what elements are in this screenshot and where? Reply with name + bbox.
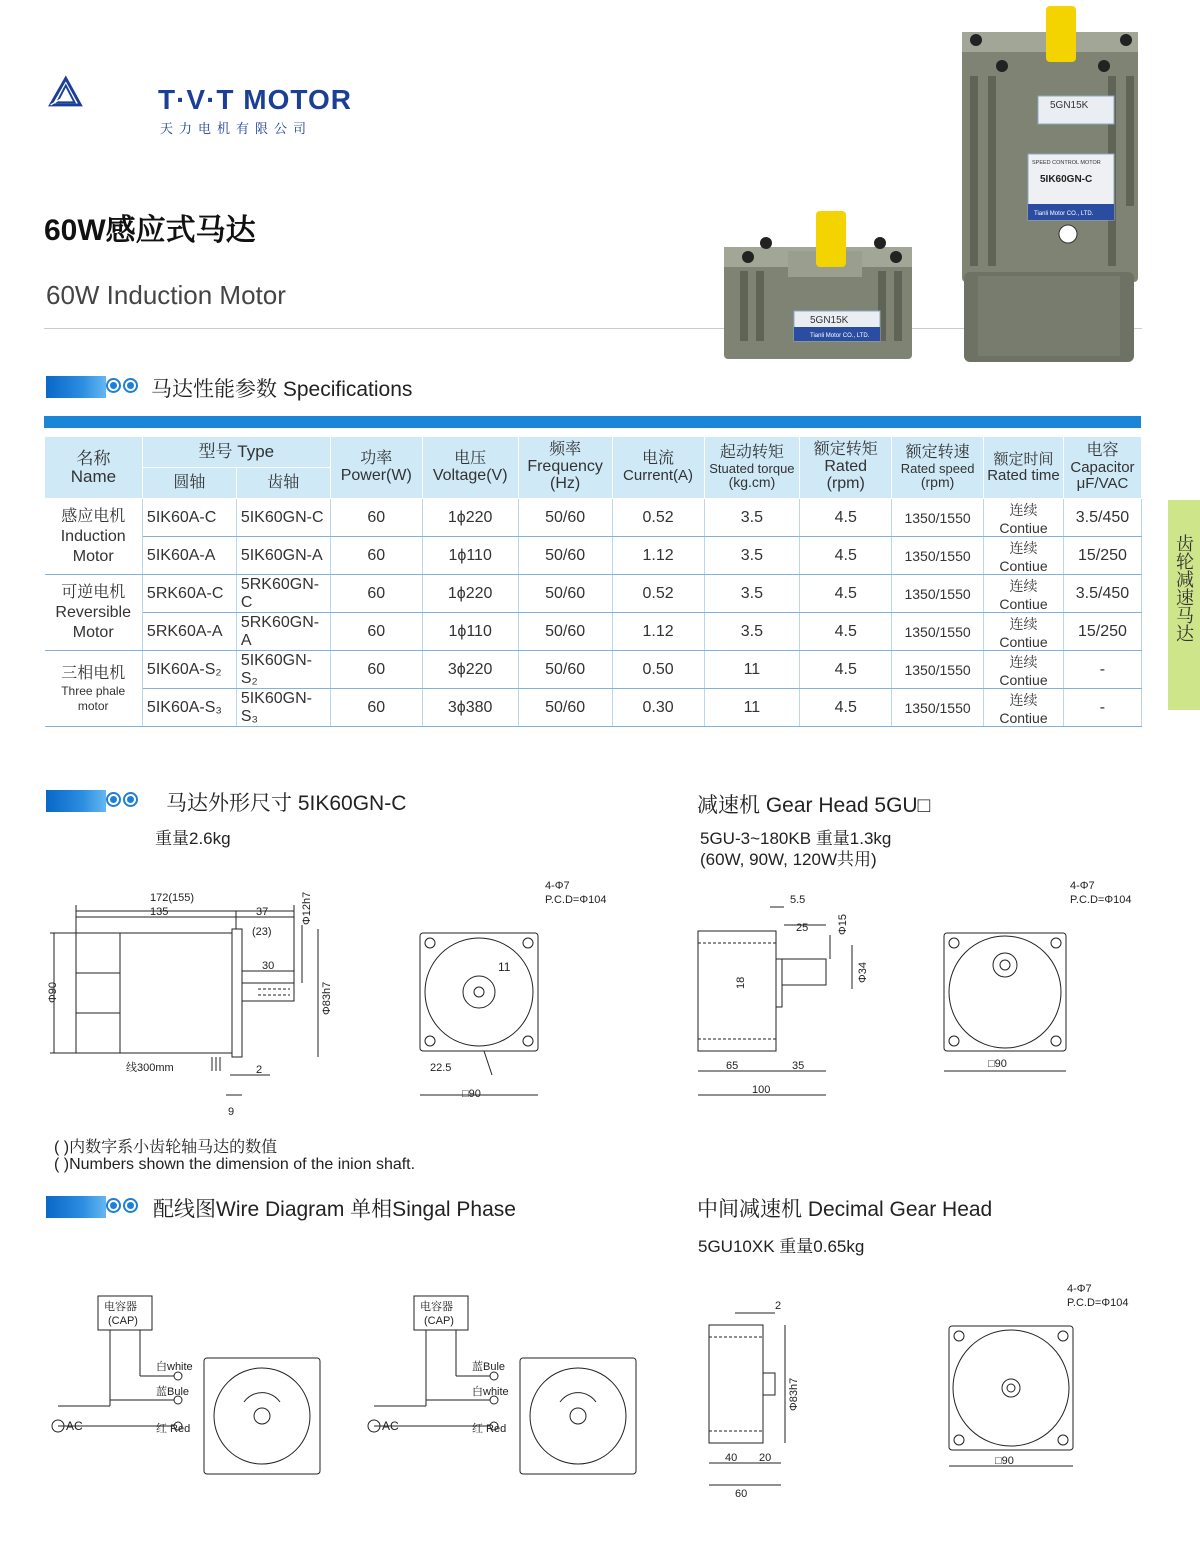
cell-voltage: 1ϕ110 <box>422 537 518 575</box>
spec-table <box>44 436 1142 727</box>
decimal-line1: 5GU10XK 重量0.65kg <box>698 1237 865 1256</box>
decimal-side-drawing <box>695 1295 805 1505</box>
gear-dim-35: 35 <box>792 1060 805 1072</box>
cell-round: 5IK60A-C <box>142 499 236 537</box>
cell-freq: 50/60 <box>518 537 612 575</box>
table-row <box>45 537 1142 575</box>
wiring2-cap: 电容器 <box>420 1301 453 1313</box>
small-gearhead-photo <box>718 205 918 365</box>
section-bar <box>46 790 106 812</box>
th-round-shaft: 圆轴 <box>142 468 236 499</box>
cell-cap: - <box>1063 651 1141 689</box>
cell-round: 5IK60A-S₃ <box>142 689 236 727</box>
side-tab: 齿轮减速马达 <box>1168 500 1200 710</box>
cell-rated: 4.5 <box>800 499 892 537</box>
cell-gear: 5IK60GN-A <box>236 537 330 575</box>
note-cn: ( )内数字系小齿轮轴马达的数值 <box>54 1139 278 1156</box>
cell-power: 60 <box>330 689 422 727</box>
section-bullets <box>106 792 138 807</box>
cell-voltage: 1ϕ220 <box>422 499 518 537</box>
cell-freq: 50/60 <box>518 651 612 689</box>
cell-current: 0.52 <box>612 575 704 613</box>
motor-weight: 重量2.6kg <box>155 829 231 848</box>
dim-2: 2 <box>256 1064 263 1076</box>
row-category: 感应电机 Induction Motor <box>45 499 143 575</box>
wiring2-ac: AC <box>382 1419 399 1433</box>
wiring-diagram-1 <box>44 1290 334 1480</box>
flange-225: 22.5 <box>430 1062 452 1074</box>
gearhead-side-drawing <box>690 885 890 1105</box>
table-row <box>45 613 1142 651</box>
decimal-title: 中间减速机 Decimal Gear Head <box>697 1198 993 1221</box>
wiring2-cap2: (CAP) <box>424 1315 454 1327</box>
brand-name-cn: 天力电机有限公司 <box>160 121 313 136</box>
cell-current: 0.50 <box>612 651 704 689</box>
cell-speed: 1350/1550 <box>892 651 984 689</box>
cell-torque: 3.5 <box>704 575 800 613</box>
row-category: 三相电机 Three phale motor <box>45 651 143 727</box>
decimal-flange-holes: 4-Φ7 <box>1067 1283 1092 1295</box>
gearhead-title: 减速机 Gear Head 5GU□ <box>697 794 931 817</box>
cell-round: 5IK60A-A <box>142 537 236 575</box>
flange-holes: 4-Φ7 <box>545 880 570 892</box>
cell-round: 5RK60A-C <box>142 575 236 613</box>
dim-key: 30 <box>262 960 275 972</box>
gear-dim-65: 65 <box>726 1060 739 1072</box>
cell-voltage: 1ϕ110 <box>422 613 518 651</box>
cell-time: 连续Contiue <box>984 537 1064 575</box>
cell-power: 60 <box>330 651 422 689</box>
table-row <box>45 651 1142 689</box>
cell-cap: 15/250 <box>1063 613 1141 651</box>
flange-11: 11 <box>498 960 511 974</box>
large-motor-photo <box>958 4 1143 366</box>
decimal-flange-pcd: P.C.D=Φ104 <box>1067 1297 1129 1309</box>
th-current: 电流 Current(A) <box>612 437 704 499</box>
gear-flange-pcd: P.C.D=Φ104 <box>1070 894 1132 906</box>
wiring1-cap2: (CAP) <box>108 1315 138 1327</box>
decimal-dim-60: 60 <box>735 1488 748 1500</box>
gear-dim-100: 100 <box>752 1084 771 1096</box>
decimal-dim-20: 20 <box>759 1452 772 1464</box>
cell-torque: 11 <box>704 689 800 727</box>
cell-round: 5RK60A-A <box>142 613 236 651</box>
table-row <box>45 499 1142 537</box>
cell-torque: 3.5 <box>704 499 800 537</box>
dim-phi12: Φ12h7 <box>301 891 313 925</box>
cell-gear: 5RK60GN-A <box>236 613 330 651</box>
cell-speed: 1350/1550 <box>892 499 984 537</box>
cell-speed: 1350/1550 <box>892 689 984 727</box>
cell-speed: 1350/1550 <box>892 613 984 651</box>
dim-wire: 线300mm <box>126 1062 174 1074</box>
cell-cap: 3.5/450 <box>1063 499 1141 537</box>
th-torque: 起动转矩 Stuated torque (kg.cm) <box>704 437 800 499</box>
wiring1-ac: AC <box>66 1419 83 1433</box>
small-photo-label: 5GN15K <box>810 315 849 326</box>
cell-speed: 1350/1550 <box>892 575 984 613</box>
wire-section-title: 配线图Wire Diagram 单相Singal Phase <box>153 1198 516 1221</box>
dim-total: 172(155) <box>150 892 195 904</box>
cell-power: 60 <box>330 575 422 613</box>
table-row <box>45 575 1142 613</box>
th-power: 功率 Power(W) <box>330 437 422 499</box>
cell-freq: 50/60 <box>518 613 612 651</box>
gear-flange-90: □90 <box>988 1058 1007 1070</box>
plate-title: SPEED CONTROL MOTOR <box>1032 160 1101 166</box>
wiring1-cap: 电容器 <box>104 1301 137 1313</box>
flange-90: □90 <box>462 1088 481 1100</box>
cell-power: 60 <box>330 499 422 537</box>
small-photo-footer: Tianli Motor CO., LTD. <box>810 333 870 339</box>
dim-9: 9 <box>228 1106 235 1118</box>
cell-freq: 50/60 <box>518 689 612 727</box>
cell-torque: 11 <box>704 651 800 689</box>
decimal-dim-phi83: Φ83h7 <box>788 1377 800 1411</box>
decimal-flange-90: □90 <box>995 1455 1014 1467</box>
th-capacitor: 电容 Capacitor μF/VAC <box>1063 437 1141 499</box>
cell-round: 5IK60A-S₂ <box>142 651 236 689</box>
table-row <box>45 689 1142 727</box>
gear-dim-25: 25 <box>796 922 809 934</box>
cell-voltage: 3ϕ380 <box>422 689 518 727</box>
th-rated-torque: 额定转矩 Rated (rpm) <box>800 437 892 499</box>
cell-current: 1.12 <box>612 613 704 651</box>
cell-rated: 4.5 <box>800 651 892 689</box>
wiring2-w3: 红 Red <box>472 1423 507 1435</box>
decimal-dim-40: 40 <box>725 1452 738 1464</box>
dim-shaft2: (23) <box>252 926 272 938</box>
cell-power: 60 <box>330 537 422 575</box>
cell-torque: 3.5 <box>704 537 800 575</box>
spec-section-title: 马达性能参数 Specifications <box>151 378 413 401</box>
note-en: ( )Numbers shown the dimension of the inion shaft. <box>54 1156 416 1173</box>
gear-flange-holes: 4-Φ7 <box>1070 880 1095 892</box>
brand-name: T·V·T MOTOR <box>158 84 353 115</box>
large-photo-label: 5GN15K <box>1050 100 1089 111</box>
dim-phi90: Φ90 <box>47 981 59 1003</box>
th-name: 名称 Name <box>45 437 143 499</box>
th-type: 型号 Type <box>142 437 330 468</box>
cell-gear: 5IK60GN-C <box>236 499 330 537</box>
section-bar <box>46 1196 106 1218</box>
cell-power: 60 <box>330 613 422 651</box>
flange-pcd: P.C.D=Φ104 <box>545 894 607 906</box>
cell-freq: 50/60 <box>518 499 612 537</box>
wiring2-w1: 蓝Bule <box>472 1361 506 1373</box>
cell-time: 连续Contiue <box>984 689 1064 727</box>
cell-cap: 3.5/450 <box>1063 575 1141 613</box>
cell-time: 连续Contiue <box>984 613 1064 651</box>
motor-flange-drawing <box>400 875 660 1110</box>
cell-time: 连续Contiue <box>984 575 1064 613</box>
cell-speed: 1350/1550 <box>892 537 984 575</box>
cell-torque: 3.5 <box>704 613 800 651</box>
page-title-en: 60W Induction Motor <box>46 280 286 310</box>
th-voltage: 电压 Voltage(V) <box>422 437 518 499</box>
cell-voltage: 1ϕ220 <box>422 575 518 613</box>
decimal-dim-2: 2 <box>775 1300 782 1312</box>
brand-logo <box>48 42 158 142</box>
cell-current: 0.30 <box>612 689 704 727</box>
plate-model: 5IK60GN-C <box>1040 174 1093 185</box>
cell-voltage: 3ϕ220 <box>422 651 518 689</box>
row-category: 可逆电机 Reversible Motor <box>45 575 143 651</box>
section-bar <box>46 376 106 398</box>
cell-current: 1.12 <box>612 537 704 575</box>
cell-gear: 5IK60GN-S₃ <box>236 689 330 727</box>
th-speed: 额定转速 Rated speed (rpm) <box>892 437 984 499</box>
cell-rated: 4.5 <box>800 689 892 727</box>
gear-dim-55: 5.5 <box>790 894 806 906</box>
dims-section-title: 马达外形尺寸 5IK60GN-C <box>166 792 407 815</box>
gear-dim-18: 18 <box>735 976 747 989</box>
gearhead-line1: 5GU-3~180KB 重量1.3kg <box>700 829 892 848</box>
wiring1-w3: 红 Red <box>156 1423 191 1435</box>
gearhead-flange-drawing <box>930 875 1170 1075</box>
cell-time: 连续Contiue <box>984 651 1064 689</box>
th-frequency: 频率 Frequency (Hz) <box>518 437 612 499</box>
th-time: 额定时间 Rated time <box>984 437 1064 499</box>
cell-rated: 4.5 <box>800 537 892 575</box>
section-bullets <box>106 1198 138 1213</box>
cell-gear: 5IK60GN-S₂ <box>236 651 330 689</box>
th-gear-shaft: 齿轴 <box>236 468 330 499</box>
decimal-flange-drawing <box>935 1280 1175 1480</box>
dim-phi83: Φ83h7 <box>321 981 333 1015</box>
cell-current: 0.52 <box>612 499 704 537</box>
gear-dim-phi15: Φ15 <box>837 913 849 935</box>
cell-freq: 50/60 <box>518 575 612 613</box>
plate-footer: Tianli Motor CO., LTD. <box>1034 211 1094 217</box>
blue-strip <box>44 416 1141 428</box>
dim-shaft: 37 <box>256 906 269 918</box>
cell-rated: 4.5 <box>800 613 892 651</box>
motor-side-drawing <box>40 885 340 1125</box>
gear-dim-phi34: Φ34 <box>857 961 869 983</box>
dim-body: 135 <box>150 906 169 918</box>
cell-time: 连续Contiue <box>984 499 1064 537</box>
wiring1-w1: 白white <box>156 1361 193 1373</box>
gearhead-line2: (60W, 90W, 120W共用) <box>700 850 877 869</box>
cell-gear: 5RK60GN-C <box>236 575 330 613</box>
page-title-cn: 60W感应式马达 <box>44 214 256 247</box>
cell-rated: 4.5 <box>800 575 892 613</box>
wiring-diagram-2 <box>360 1290 650 1480</box>
section-bullets <box>106 378 138 393</box>
wiring1-w2: 蓝Bule <box>156 1386 190 1398</box>
cell-cap: - <box>1063 689 1141 727</box>
cell-cap: 15/250 <box>1063 537 1141 575</box>
wiring2-w2: 白white <box>472 1386 509 1398</box>
